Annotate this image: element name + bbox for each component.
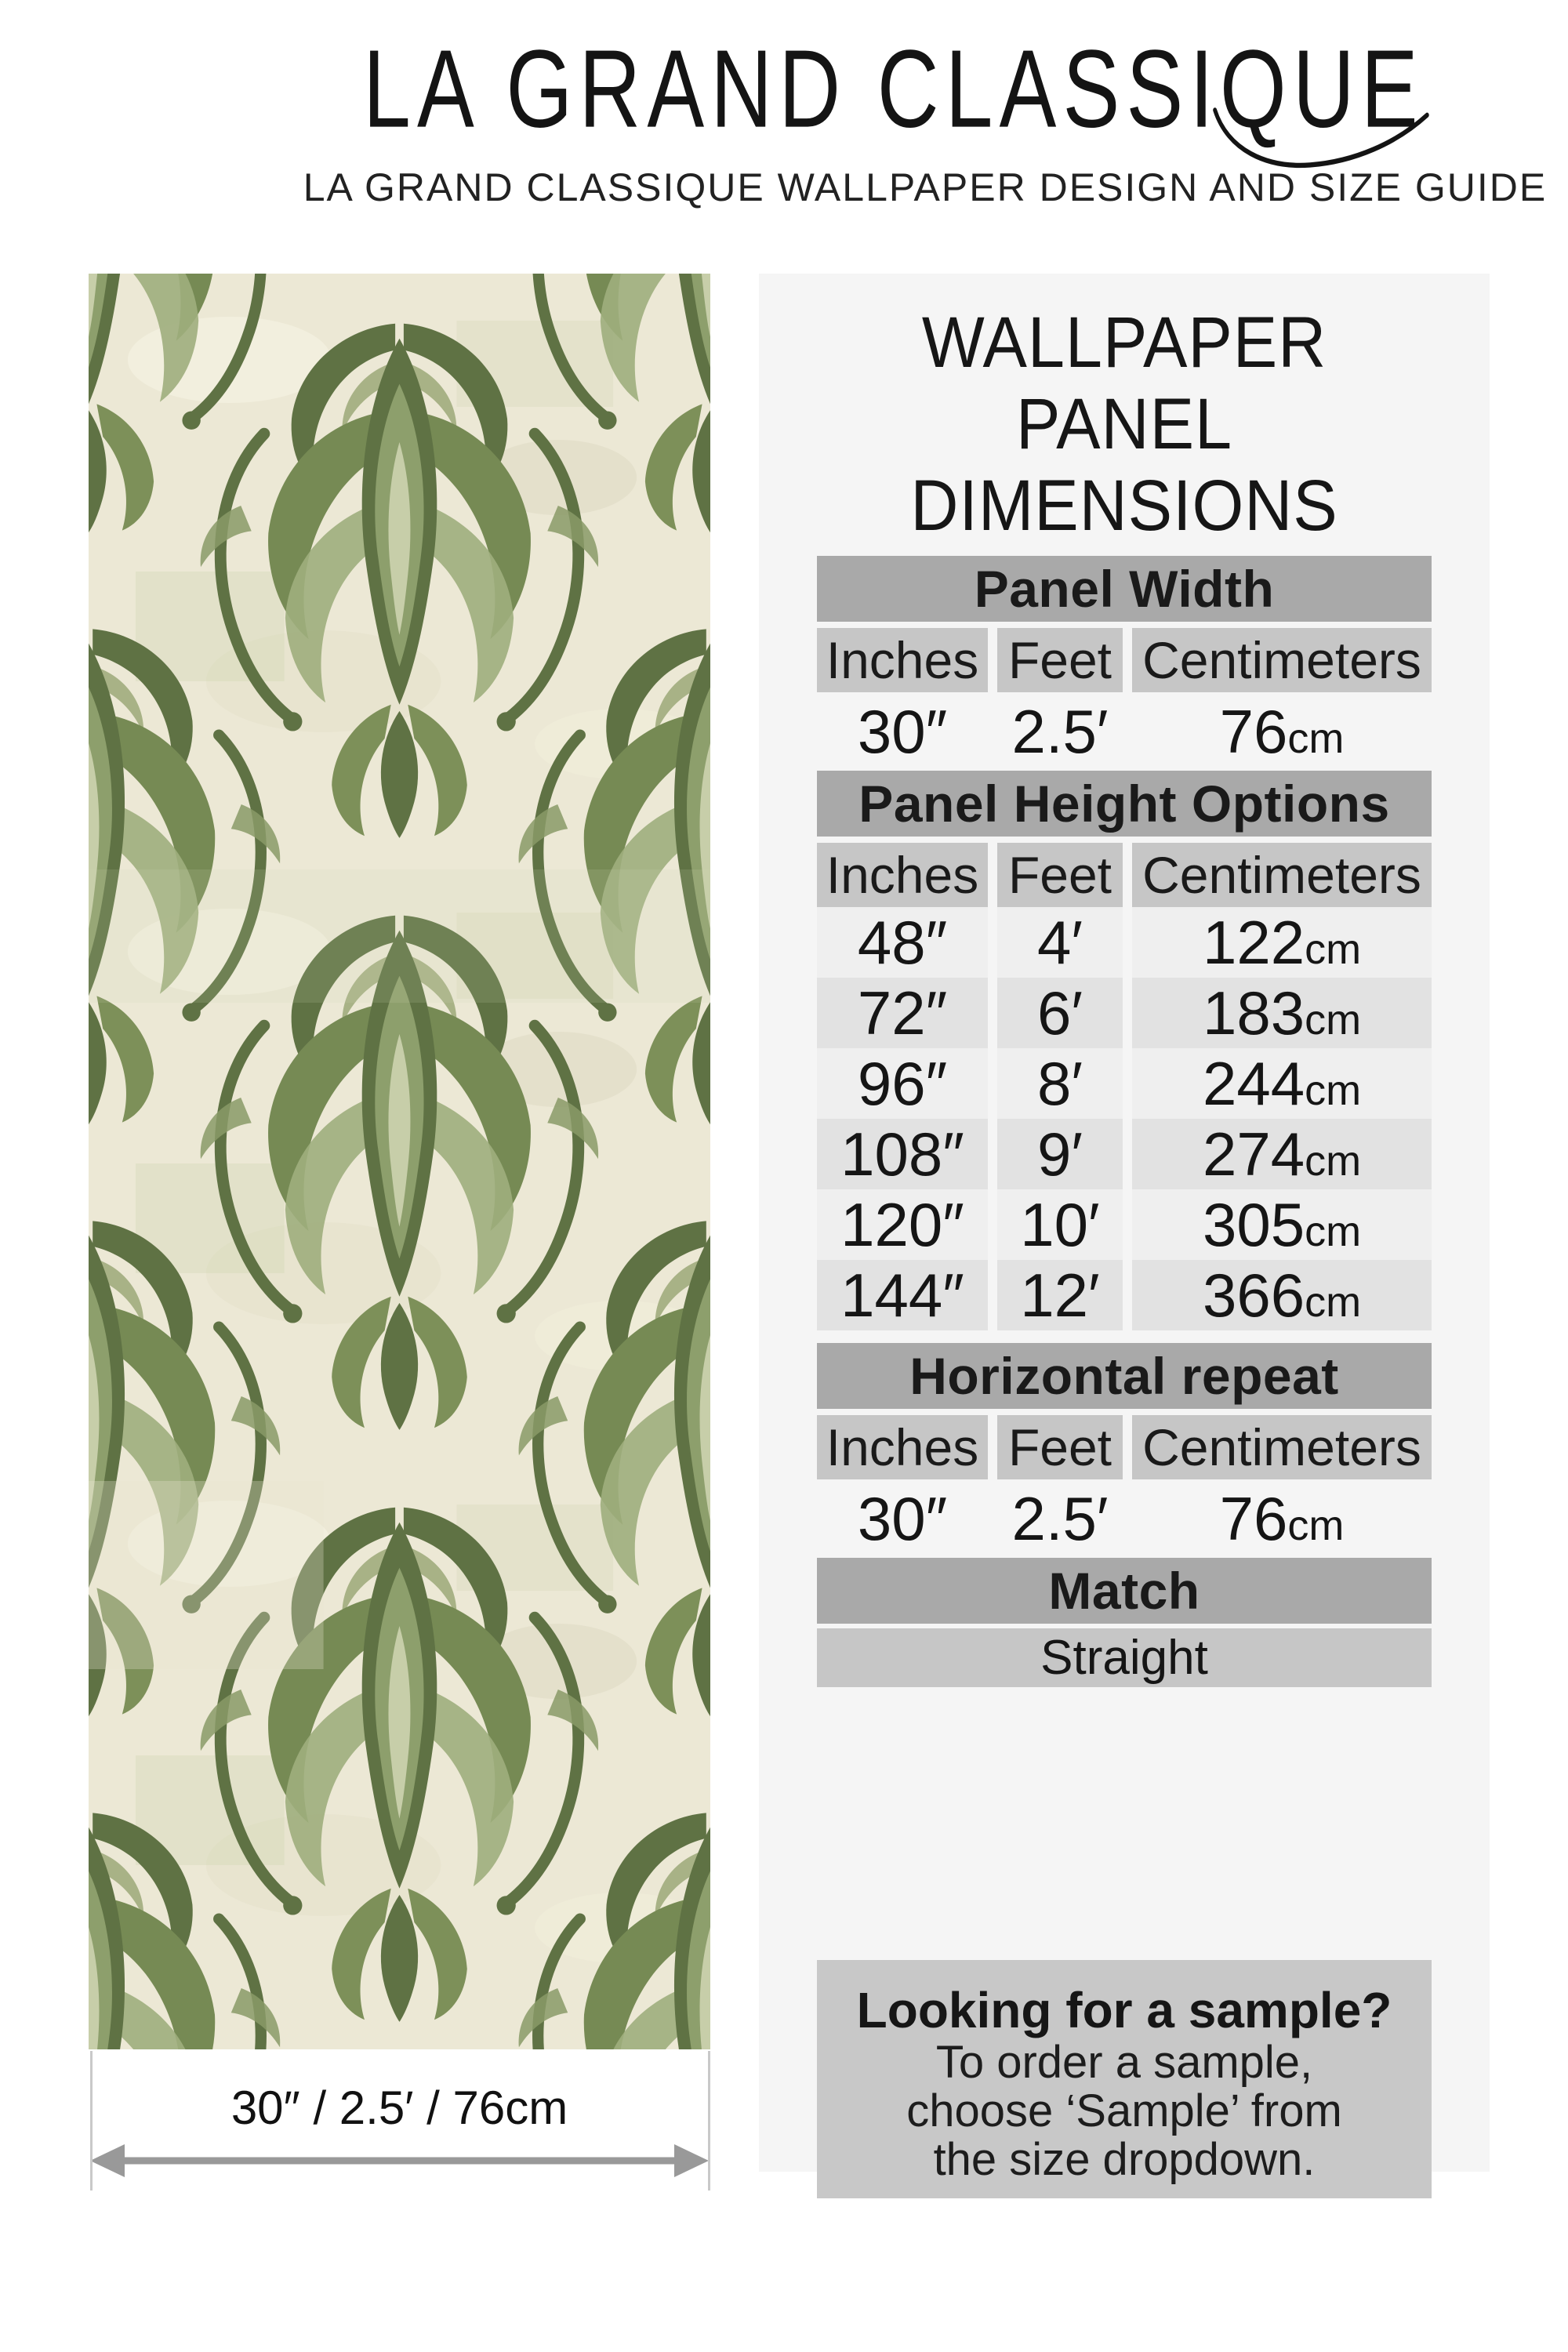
cell-inches: 30″ [857,1484,948,1553]
cell-inches: 144″ [817,1260,988,1330]
cell-inches: 72″ [817,978,988,1048]
sample-box [817,1960,1432,2198]
table-row [817,978,1432,1048]
unit-header-feet: Feet [997,628,1123,692]
sample-box-line: choose ‘Sample’ from [906,2085,1342,2136]
cell-feet: 2.5′ [1011,697,1109,766]
page-subtitle: LA GRAND CLASSIQUE WALLPAPER DESIGN AND SIZE GUIDE [303,165,1548,209]
title-flourish-icon [1208,105,1433,175]
unit-header-inches: Inches [817,1415,988,1479]
cell-cm: 76cm [1219,697,1345,766]
panel-title-line1: WALLPAPER [921,303,1327,383]
width-dimension-label: 30″ / 2.5′ / 76cm [230,2082,568,2134]
section-title-horizontal-repeat: Horizontal repeat [817,1343,1432,1409]
cell-cm: 76cm [1219,1484,1345,1553]
unit-header-feet: Feet [997,843,1123,907]
table-row [817,907,1432,978]
cm-unit-suffix: cm [1305,1067,1362,1114]
cell-cm: 183cm [1132,978,1432,1048]
cm-unit-suffix: cm [1305,1279,1362,1326]
table-row [817,1260,1432,1330]
cell-feet: 9′ [997,1119,1123,1189]
unit-header-centimeters: Centimeters [1132,1415,1432,1479]
cell-cm: 122cm [1132,907,1432,978]
cell-inches: 30″ [857,697,948,766]
cell-feet: 12′ [997,1260,1123,1330]
panel-title-line2: PANEL DIMENSIONS [910,384,1338,546]
cm-unit-suffix: cm [1305,1138,1362,1185]
section-title-panel-width: Panel Width [817,556,1432,622]
unit-header-row [817,843,1432,907]
height-options-table [817,907,1432,1330]
wallpaper-pattern [89,274,710,2049]
left-extent-line [90,2051,93,2190]
sample-box-line: the size dropdown. [933,2134,1316,2185]
cm-unit-suffix: cm [1287,715,1345,762]
unit-header-inches: Inches [817,843,988,907]
cell-feet: 10′ [997,1189,1123,1260]
width-arrow-icon [89,2140,710,2181]
cell-inches: 96″ [817,1048,988,1119]
table-row [817,1119,1432,1189]
width-arrow [89,2140,710,2181]
page-title: LA GRAND CLASSIQUE [363,27,1425,151]
horizontal-repeat-values [817,1479,1432,1558]
unit-header-centimeters: Centimeters [1132,843,1432,907]
unit-header-row [817,628,1432,692]
header [363,27,1425,151]
cell-feet: 6′ [997,978,1123,1048]
cm-unit-suffix: cm [1305,926,1362,973]
section-title-panel-height-options: Panel Height Options [817,771,1432,837]
cm-unit-suffix: cm [1305,996,1362,1044]
cm-unit-suffix: cm [1305,1208,1362,1255]
cell-inches: 108″ [817,1119,988,1189]
section-title-match: Match [817,1558,1432,1624]
table-row [817,1189,1432,1260]
table-row [817,1479,1432,1558]
unit-header-centimeters: Centimeters [1132,628,1432,692]
cell-feet: 2.5′ [1011,1484,1109,1553]
wallpaper-preview [89,274,710,2049]
sample-box-title: Looking for a sample? [856,1982,1392,2038]
cell-inches: 120″ [817,1189,988,1260]
cell-cm: 305cm [1132,1189,1432,1260]
cell-cm: 244cm [1132,1048,1432,1119]
table-row [817,692,1432,771]
cm-unit-suffix: cm [1287,1502,1345,1549]
unit-header-inches: Inches [817,628,988,692]
match-value: Straight [817,1628,1432,1687]
sample-box-line: To order a sample, [935,2037,1313,2088]
cell-cm: 274cm [1132,1119,1432,1189]
cell-feet: 4′ [997,907,1123,978]
panel-title [841,302,1406,546]
cell-cm: 366cm [1132,1260,1432,1330]
dimensions-panel [759,274,1490,2185]
unit-header-row [817,1415,1432,1479]
unit-header-feet: Feet [997,1415,1123,1479]
cell-feet: 8′ [997,1048,1123,1119]
table-row [817,1048,1432,1119]
panel-width-values [817,692,1432,771]
cell-inches: 48″ [817,907,988,978]
right-extent-line [708,2051,710,2190]
